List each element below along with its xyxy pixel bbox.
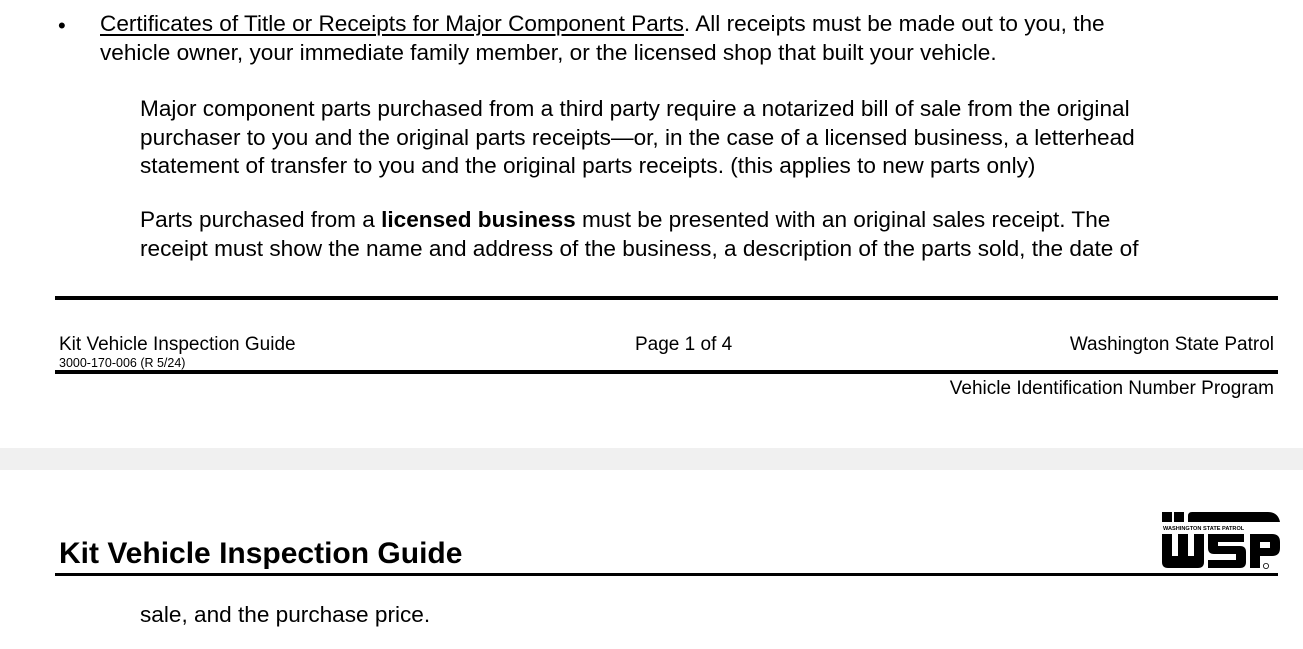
paragraph-line: sale, and the purchase price. bbox=[140, 602, 431, 627]
bold-text: licensed business bbox=[381, 207, 576, 232]
continuation-paragraph bbox=[140, 601, 430, 630]
paragraph-line bbox=[140, 206, 1138, 235]
text-segment: Parts purchased from a bbox=[140, 207, 382, 232]
paragraph-line: receipt must show the name and address of the business, a description of the parts sold, the date of bbox=[140, 235, 1139, 261]
header-rule bbox=[55, 573, 1278, 576]
footer-agency: Washington State Patrol bbox=[1069, 334, 1274, 355]
footer-program: Vehicle Identification Number Program bbox=[949, 378, 1274, 399]
paragraph-line: purchaser to you and the original parts receipts—or, in the case of a licensed business, a letterhead bbox=[140, 124, 1135, 150]
bullet-line-2: vehicle owner, your immediate family member, or the licensed shop that built your vehicle. bbox=[100, 39, 997, 65]
bullet-line-1 bbox=[100, 10, 1105, 39]
wsp-logo-icon bbox=[1160, 510, 1282, 572]
bullet-heading: Certificates of Title or Receipts for Major Component Parts bbox=[100, 11, 684, 36]
licensed-business-paragraph bbox=[140, 206, 1138, 263]
footer-page-number: Page 1 of 4 bbox=[635, 334, 733, 355]
wsp-logo-graphic bbox=[1160, 510, 1282, 572]
paragraph-line: statement of transfer to you and the original parts receipts. (this applies to new parts only) bbox=[140, 153, 1036, 178]
footer-doc-title: Kit Vehicle Inspection Guide bbox=[59, 334, 296, 355]
bullet-dot: • bbox=[58, 13, 66, 38]
paragraph-line: Major component parts purchased from a third party require a notarized bill of sale from the original bbox=[140, 96, 1130, 121]
bullet-line-1-rest: . All receipts must be made out to you, the bbox=[683, 11, 1105, 36]
logo-tagline: WASHINGTON STATE PATROL bbox=[1163, 526, 1245, 532]
bullet-paragraph bbox=[100, 10, 1105, 67]
component-parts-paragraph bbox=[140, 95, 1135, 181]
footer-top-rule bbox=[55, 296, 1278, 300]
footer-form-number: 3000-170-006 (R 5/24) bbox=[59, 356, 186, 370]
text-segment: must be presented with an original sales receipt. The bbox=[575, 207, 1111, 232]
page-separator bbox=[0, 448, 1303, 470]
footer-bottom-rule bbox=[55, 370, 1278, 374]
page-header-title: Kit Vehicle Inspection Guide bbox=[59, 537, 463, 570]
